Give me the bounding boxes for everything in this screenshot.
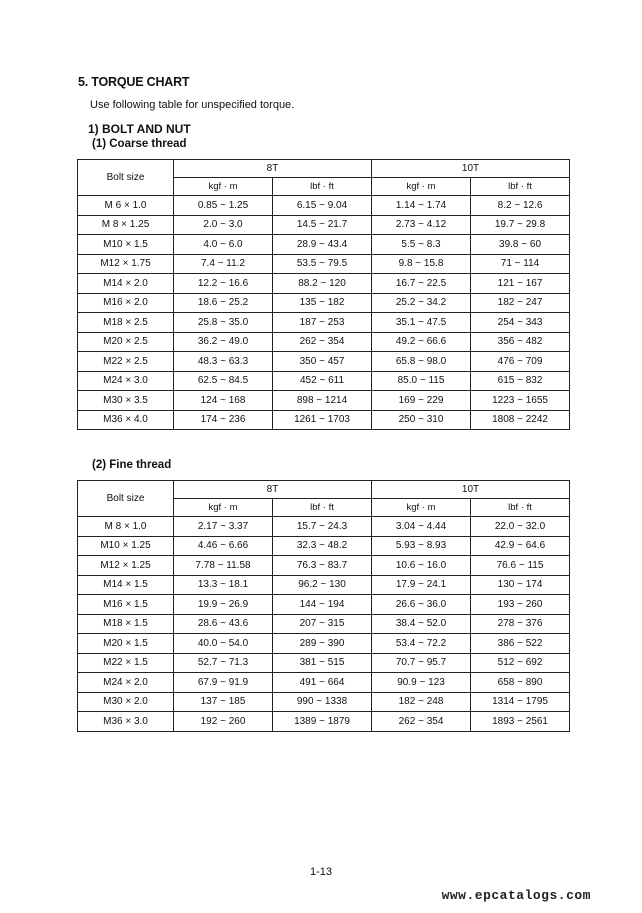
table-row — [78, 614, 570, 634]
torque-10t-lbf-cell: 386 ~ 522 — [471, 634, 570, 654]
torque-8t-lbf-cell: 135 ~ 182 — [273, 293, 372, 313]
bolt-size-cell: M 8 × 1.0 — [78, 517, 174, 537]
unit-kgf-header: kgf · m — [372, 499, 471, 517]
bolt-size-cell: M 6 × 1.0 — [78, 196, 174, 216]
torque-10t-kgf-cell: 26.6 ~ 36.0 — [372, 595, 471, 615]
table-row — [78, 293, 570, 313]
torque-8t-lbf-cell: 28.9 ~ 43.4 — [273, 235, 372, 255]
section-title: 5. TORQUE CHART — [78, 75, 190, 89]
torque-10t-kgf-cell: 53.4 ~ 72.2 — [372, 634, 471, 654]
torque-10t-lbf-cell: 22.0 ~ 32.0 — [471, 517, 570, 537]
bolt-size-cell: M36 × 3.0 — [78, 712, 174, 732]
table-row — [78, 653, 570, 673]
torque-8t-lbf-cell: 289 ~ 390 — [273, 634, 372, 654]
table-row — [78, 196, 570, 216]
torque-10t-lbf-cell: 356 ~ 482 — [471, 332, 570, 352]
torque-10t-kgf-cell: 17.9 ~ 24.1 — [372, 575, 471, 595]
torque-10t-lbf-cell: 130 ~ 174 — [471, 575, 570, 595]
torque-8t-kgf-cell: 137 ~ 185 — [174, 692, 273, 712]
bolt-size-cell: M20 × 1.5 — [78, 634, 174, 654]
torque-8t-lbf-cell: 452 ~ 611 — [273, 371, 372, 391]
torque-10t-kgf-cell: 5.5 ~ 8.3 — [372, 235, 471, 255]
torque-8t-kgf-cell: 7.4 ~ 11.2 — [174, 254, 273, 274]
torque-8t-kgf-cell: 192 ~ 260 — [174, 712, 273, 732]
torque-10t-kgf-cell: 5.93 ~ 8.93 — [372, 536, 471, 556]
torque-10t-kgf-cell: 182 ~ 248 — [372, 692, 471, 712]
torque-10t-lbf-cell: 76.6 ~ 115 — [471, 556, 570, 576]
torque-8t-kgf-cell: 18.6 ~ 25.2 — [174, 293, 273, 313]
bolt-size-cell: M10 × 1.25 — [78, 536, 174, 556]
torque-10t-kgf-cell: 9.8 ~ 15.8 — [372, 254, 471, 274]
torque-8t-lbf-cell: 6.15 ~ 9.04 — [273, 196, 372, 216]
torque-10t-kgf-cell: 90.9 ~ 123 — [372, 673, 471, 693]
grade-8t-header: 8T — [174, 160, 372, 178]
torque-8t-lbf-cell: 381 ~ 515 — [273, 653, 372, 673]
torque-10t-kgf-cell: 262 ~ 354 — [372, 712, 471, 732]
torque-10t-lbf-cell: 615 ~ 832 — [471, 371, 570, 391]
torque-8t-lbf-cell: 187 ~ 253 — [273, 313, 372, 333]
torque-8t-lbf-cell: 350 ~ 457 — [273, 352, 372, 372]
torque-10t-kgf-cell: 25.2 ~ 34.2 — [372, 293, 471, 313]
torque-8t-kgf-cell: 28.6 ~ 43.6 — [174, 614, 273, 634]
bolt-size-cell: M 8 × 1.25 — [78, 215, 174, 235]
torque-10t-kgf-cell: 3.04 ~ 4.44 — [372, 517, 471, 537]
bolt-size-cell: M22 × 1.5 — [78, 653, 174, 673]
table-row — [78, 391, 570, 411]
bolt-size-cell: M16 × 2.0 — [78, 293, 174, 313]
torque-10t-kgf-cell: 49.2 ~ 66.6 — [372, 332, 471, 352]
unit-lbf-header: lbf · ft — [471, 499, 570, 517]
torque-8t-kgf-cell: 124 ~ 168 — [174, 391, 273, 411]
table-row — [78, 595, 570, 615]
torque-8t-lbf-cell: 76.3 ~ 83.7 — [273, 556, 372, 576]
torque-10t-kgf-cell: 70.7 ~ 95.7 — [372, 653, 471, 673]
torque-8t-kgf-cell: 19.9 ~ 26.9 — [174, 595, 273, 615]
torque-10t-lbf-cell: 658 ~ 890 — [471, 673, 570, 693]
unit-kgf-header: kgf · m — [174, 499, 273, 517]
bolt-size-cell: M18 × 2.5 — [78, 313, 174, 333]
torque-8t-kgf-cell: 48.3 ~ 63.3 — [174, 352, 273, 372]
torque-8t-kgf-cell: 4.46 ~ 6.66 — [174, 536, 273, 556]
grade-10t-header: 10T — [372, 160, 570, 178]
torque-10t-lbf-cell: 19.7 ~ 29.8 — [471, 215, 570, 235]
bolt-size-cell: M24 × 3.0 — [78, 371, 174, 391]
torque-8t-kgf-cell: 25.8 ~ 35.0 — [174, 313, 273, 333]
torque-8t-lbf-cell: 990 ~ 1338 — [273, 692, 372, 712]
unit-lbf-header: lbf · ft — [273, 499, 372, 517]
torque-8t-kgf-cell: 13.3 ~ 18.1 — [174, 575, 273, 595]
torque-8t-kgf-cell: 12.2 ~ 16.6 — [174, 274, 273, 294]
torque-8t-kgf-cell: 52.7 ~ 71.3 — [174, 653, 273, 673]
torque-10t-lbf-cell: 476 ~ 709 — [471, 352, 570, 372]
bolt-size-header: Bolt size — [78, 481, 174, 517]
torque-10t-kgf-cell: 65.8 ~ 98.0 — [372, 352, 471, 372]
torque-10t-lbf-cell: 121 ~ 167 — [471, 274, 570, 294]
unit-kgf-header: kgf · m — [372, 178, 471, 196]
torque-8t-kgf-cell: 2.17 ~ 3.37 — [174, 517, 273, 537]
table-row — [78, 352, 570, 372]
torque-10t-kgf-cell: 35.1 ~ 47.5 — [372, 313, 471, 333]
bolt-size-cell: M14 × 1.5 — [78, 575, 174, 595]
bolt-size-cell: M14 × 2.0 — [78, 274, 174, 294]
fine-thread-table — [77, 480, 570, 732]
coarse-thread-title: (1) Coarse thread — [92, 138, 187, 150]
table-row — [78, 692, 570, 712]
torque-8t-kgf-cell: 36.2 ~ 49.0 — [174, 332, 273, 352]
torque-10t-kgf-cell: 10.6 ~ 16.0 — [372, 556, 471, 576]
torque-10t-lbf-cell: 71 ~ 114 — [471, 254, 570, 274]
watermark: www.epcatalogs.com — [441, 888, 591, 903]
bolt-size-header: Bolt size — [78, 160, 174, 196]
torque-8t-lbf-cell: 898 ~ 1214 — [273, 391, 372, 411]
table-row — [78, 215, 570, 235]
torque-8t-lbf-cell: 96.2 ~ 130 — [273, 575, 372, 595]
torque-10t-lbf-cell: 254 ~ 343 — [471, 313, 570, 333]
torque-10t-lbf-cell: 42.9 ~ 64.6 — [471, 536, 570, 556]
torque-8t-lbf-cell: 1261 ~ 1703 — [273, 410, 372, 430]
table-row — [78, 517, 570, 537]
page-number: 1-13 — [309, 866, 333, 878]
torque-8t-kgf-cell: 7.78 ~ 11.58 — [174, 556, 273, 576]
torque-8t-lbf-cell: 262 ~ 354 — [273, 332, 372, 352]
table-row — [78, 536, 570, 556]
table-row — [78, 556, 570, 576]
torque-8t-kgf-cell: 174 ~ 236 — [174, 410, 273, 430]
torque-8t-lbf-cell: 144 ~ 194 — [273, 595, 372, 615]
unit-lbf-header: lbf · ft — [273, 178, 372, 196]
torque-10t-kgf-cell: 1.14 ~ 1.74 — [372, 196, 471, 216]
torque-10t-lbf-cell: 39.8 ~ 60 — [471, 235, 570, 255]
coarse-thread-table — [77, 159, 570, 430]
table-row — [78, 235, 570, 255]
torque-8t-kgf-cell: 67.9 ~ 91.9 — [174, 673, 273, 693]
table-row — [78, 712, 570, 732]
torque-10t-lbf-cell: 1314 ~ 1795 — [471, 692, 570, 712]
torque-10t-lbf-cell: 1808 ~ 2242 — [471, 410, 570, 430]
torque-10t-kgf-cell: 250 ~ 310 — [372, 410, 471, 430]
fine-thread-title: (2) Fine thread — [92, 459, 172, 471]
unit-lbf-header: lbf · ft — [471, 178, 570, 196]
torque-10t-lbf-cell: 8.2 ~ 12.6 — [471, 196, 570, 216]
torque-8t-lbf-cell: 32.3 ~ 48.2 — [273, 536, 372, 556]
torque-10t-lbf-cell: 193 ~ 260 — [471, 595, 570, 615]
torque-8t-kgf-cell: 0.85 ~ 1.25 — [174, 196, 273, 216]
torque-8t-kgf-cell: 40.0 ~ 54.0 — [174, 634, 273, 654]
bolt-size-cell: M36 × 4.0 — [78, 410, 174, 430]
torque-8t-kgf-cell: 62.5 ~ 84.5 — [174, 371, 273, 391]
bolt-size-cell: M20 × 2.5 — [78, 332, 174, 352]
bolt-size-cell: M10 × 1.5 — [78, 235, 174, 255]
torque-8t-lbf-cell: 15.7 ~ 24.3 — [273, 517, 372, 537]
unit-kgf-header: kgf · m — [174, 178, 273, 196]
torque-10t-lbf-cell: 1893 ~ 2561 — [471, 712, 570, 732]
bolt-size-cell: M16 × 1.5 — [78, 595, 174, 615]
grade-8t-header: 8T — [174, 481, 372, 499]
table-row — [78, 274, 570, 294]
bolt-size-cell: M12 × 1.25 — [78, 556, 174, 576]
subsection-title: 1) BOLT AND NUT — [88, 122, 191, 136]
table-row — [78, 313, 570, 333]
bolt-size-cell: M30 × 3.5 — [78, 391, 174, 411]
grade-10t-header: 10T — [372, 481, 570, 499]
bolt-size-cell: M22 × 2.5 — [78, 352, 174, 372]
table-row — [78, 332, 570, 352]
torque-8t-lbf-cell: 88.2 ~ 120 — [273, 274, 372, 294]
torque-10t-kgf-cell: 85.0 ~ 115 — [372, 371, 471, 391]
torque-8t-lbf-cell: 14.5 ~ 21.7 — [273, 215, 372, 235]
table-row — [78, 575, 570, 595]
table-row — [78, 410, 570, 430]
table-row — [78, 254, 570, 274]
torque-10t-kgf-cell: 16.7 ~ 22.5 — [372, 274, 471, 294]
torque-8t-lbf-cell: 491 ~ 664 — [273, 673, 372, 693]
torque-10t-lbf-cell: 1223 ~ 1655 — [471, 391, 570, 411]
torque-10t-kgf-cell: 2.73 ~ 4.12 — [372, 215, 471, 235]
bolt-size-cell: M30 × 2.0 — [78, 692, 174, 712]
torque-8t-kgf-cell: 4.0 ~ 6.0 — [174, 235, 273, 255]
torque-8t-kgf-cell: 2.0 ~ 3.0 — [174, 215, 273, 235]
torque-8t-lbf-cell: 207 ~ 315 — [273, 614, 372, 634]
torque-8t-lbf-cell: 1389 ~ 1879 — [273, 712, 372, 732]
torque-10t-lbf-cell: 512 ~ 692 — [471, 653, 570, 673]
torque-10t-lbf-cell: 278 ~ 376 — [471, 614, 570, 634]
torque-10t-kgf-cell: 38.4 ~ 52.0 — [372, 614, 471, 634]
bolt-size-cell: M18 × 1.5 — [78, 614, 174, 634]
table-row — [78, 634, 570, 654]
intro-text: Use following table for unspecified torque. — [90, 99, 295, 111]
torque-8t-lbf-cell: 53.5 ~ 79.5 — [273, 254, 372, 274]
table-row — [78, 371, 570, 391]
bolt-size-cell: M24 × 2.0 — [78, 673, 174, 693]
torque-10t-kgf-cell: 169 ~ 229 — [372, 391, 471, 411]
table-row — [78, 673, 570, 693]
bolt-size-cell: M12 × 1.75 — [78, 254, 174, 274]
torque-10t-lbf-cell: 182 ~ 247 — [471, 293, 570, 313]
